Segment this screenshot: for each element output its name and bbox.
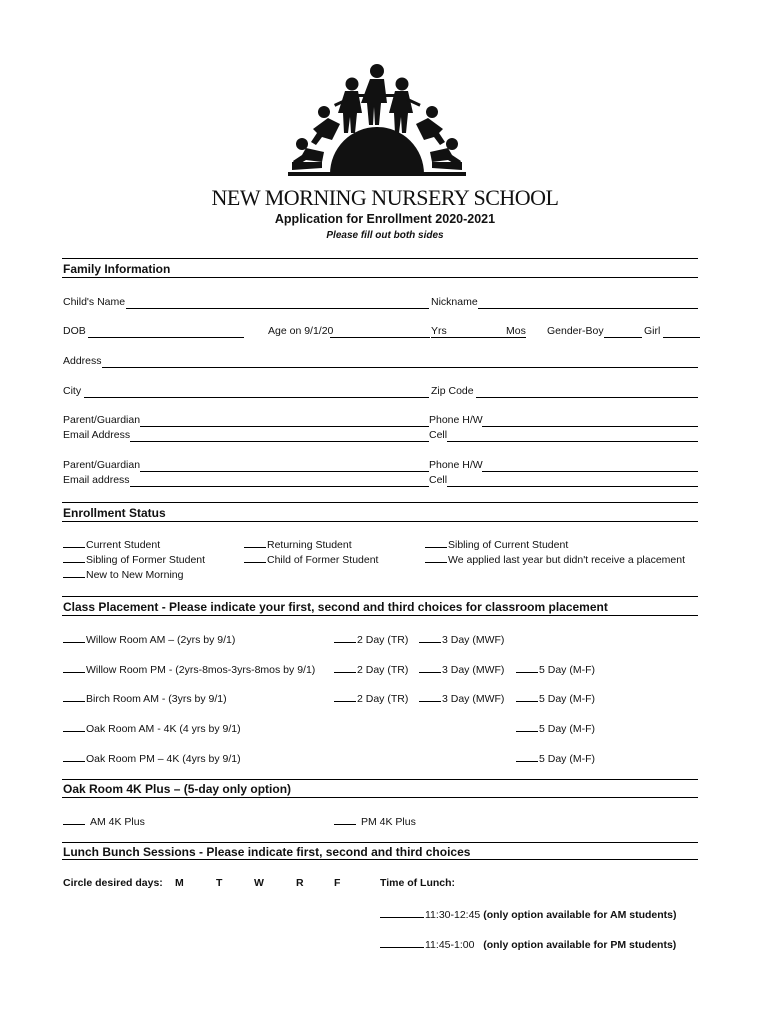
section-rule	[62, 842, 698, 843]
checkbox-blank[interactable]	[419, 691, 441, 702]
section-rule	[62, 258, 698, 259]
checkbox-blank[interactable]	[334, 814, 356, 825]
five-day-option[interactable]: 5 Day (M-F)	[516, 691, 595, 706]
phone-2-label: Phone H/W	[429, 459, 483, 471]
checkbox-blank[interactable]	[425, 552, 447, 563]
checkbox-blank[interactable]	[63, 814, 85, 825]
section-rule	[62, 859, 698, 860]
checkbox-blank[interactable]	[516, 691, 538, 702]
section-rule	[62, 596, 698, 597]
mos-label: Mos	[506, 325, 526, 337]
checkbox-blank[interactable]	[63, 691, 85, 702]
checkbox-blank[interactable]	[419, 632, 441, 643]
email-2-label: Email address	[63, 474, 130, 486]
parent-guardian-1-label: Parent/Guardian	[63, 414, 141, 426]
enrollment-option[interactable]: Current Student	[63, 537, 160, 552]
checkbox-blank[interactable]	[63, 632, 85, 643]
circle-days-label: Circle desired days:	[63, 877, 163, 889]
checkbox-blank[interactable]	[334, 632, 356, 643]
section-rule	[62, 502, 698, 503]
childs-name-field[interactable]	[126, 308, 429, 309]
gender-boy-label: Gender-Boy	[547, 325, 604, 337]
two-day-option[interactable]: 2 Day (TR)	[334, 632, 408, 647]
nickname-label: Nickname	[431, 296, 478, 308]
fill-both-sides-note: Please fill out both sides	[326, 230, 444, 241]
address-label: Address	[63, 355, 102, 367]
checkbox-blank[interactable]	[63, 552, 85, 563]
two-day-option[interactable]: 2 Day (TR)	[334, 662, 408, 677]
pm-4k-plus-option[interactable]: PM 4K Plus	[334, 814, 416, 829]
day-friday[interactable]: F	[334, 877, 341, 889]
cell-1-label: Cell	[429, 429, 448, 441]
email-1-label: Email Address	[63, 429, 131, 441]
section-rule	[62, 779, 698, 780]
checkbox-blank[interactable]	[63, 567, 85, 578]
checkbox-blank[interactable]	[516, 662, 538, 673]
yrs-label: Yrs	[431, 325, 447, 337]
day-thursday[interactable]: R	[296, 877, 304, 889]
checkbox-blank[interactable]	[425, 537, 447, 548]
parent-guardian-2-field[interactable]	[140, 471, 429, 472]
checkbox-blank[interactable]	[244, 552, 266, 563]
enrollment-option[interactable]: New to New Morning	[63, 567, 183, 582]
girl-field[interactable]	[663, 337, 700, 338]
three-day-option[interactable]: 3 Day (MWF)	[419, 691, 504, 706]
lunch-bunch-heading: Lunch Bunch Sessions - Please indicate first, second and third choices	[63, 845, 471, 859]
room-option[interactable]: Willow Room AM – (2yrs by 9/1)	[63, 632, 235, 647]
am-4k-plus-option[interactable]: AM 4K Plus	[63, 814, 145, 829]
gender-boy-field[interactable]	[604, 337, 642, 338]
checkbox-blank[interactable]	[516, 751, 538, 762]
five-day-option[interactable]: 5 Day (M-F)	[516, 751, 595, 766]
address-field[interactable]	[102, 367, 698, 368]
dob-field[interactable]	[88, 337, 244, 338]
class-placement-heading: Class Placement - Please indicate your first, second and third choices for classroom placement	[63, 600, 608, 614]
cell-2-label: Cell	[429, 474, 448, 486]
enrollment-option[interactable]: Child of Former Student	[244, 552, 378, 567]
phone-1-field[interactable]	[482, 426, 698, 427]
school-logo	[282, 62, 472, 180]
parent-guardian-2-label: Parent/Guardian	[63, 459, 141, 471]
room-option[interactable]: Oak Room AM - 4K (4 yrs by 9/1)	[63, 721, 241, 736]
girl-label: Girl	[644, 325, 661, 337]
application-subtitle: Application for Enrollment 2020-2021	[274, 212, 496, 226]
three-day-option[interactable]: 3 Day (MWF)	[419, 632, 504, 647]
checkbox-blank[interactable]	[63, 721, 85, 732]
age-on-label: Age on 9/1/20	[268, 325, 334, 337]
checkbox-blank[interactable]	[516, 721, 538, 732]
checkbox-blank[interactable]	[63, 662, 85, 673]
section-rule	[62, 615, 698, 616]
checkbox-blank[interactable]	[334, 691, 356, 702]
school-name: NEW MORNING NURSERY SCHOOL	[211, 185, 559, 210]
checkbox-blank[interactable]	[63, 537, 85, 548]
family-information-heading: Family Information	[63, 262, 171, 276]
section-rule	[62, 521, 698, 522]
checkbox-blank[interactable]	[380, 907, 424, 918]
age-field[interactable]	[330, 337, 430, 338]
oak-plus-heading: Oak Room 4K Plus – (5-day only option)	[63, 782, 292, 796]
children-sunrise-icon	[282, 62, 472, 180]
cell-2-field[interactable]	[447, 486, 698, 487]
enrollment-option[interactable]: Sibling of Current Student	[425, 537, 568, 552]
city-label: City	[63, 385, 82, 397]
checkbox-blank[interactable]	[63, 751, 85, 762]
lunch-option-2[interactable]: 11:45-1:00 (only option available for PM students)	[380, 937, 676, 952]
city-field[interactable]	[84, 397, 429, 398]
enrollment-option[interactable]: Returning Student	[244, 537, 352, 552]
dob-label: DOB	[63, 325, 86, 337]
childs-name-label: Child's Name	[63, 296, 126, 308]
five-day-option[interactable]: 5 Day (M-F)	[516, 721, 595, 736]
day-tuesday[interactable]: T	[216, 877, 223, 889]
room-option[interactable]: Willow Room PM - (2yrs-8mos-3yrs-8mos by 9/1)	[63, 662, 315, 677]
two-day-option[interactable]: 2 Day (TR)	[334, 691, 408, 706]
parent-guardian-1-field[interactable]	[140, 426, 429, 427]
mos-field[interactable]	[506, 337, 526, 338]
nickname-field[interactable]	[478, 308, 698, 309]
email-1-field[interactable]	[130, 441, 429, 442]
room-option[interactable]: Birch Room AM - (3yrs by 9/1)	[63, 691, 227, 706]
time-of-lunch-label: Time of Lunch:	[380, 877, 456, 889]
enrollment-option[interactable]: We applied last year but didn't receive a placement	[425, 552, 685, 567]
email-2-field[interactable]	[130, 486, 429, 487]
three-day-option[interactable]: 3 Day (MWF)	[419, 662, 504, 677]
yrs-field[interactable]	[431, 337, 506, 338]
day-wednesday[interactable]: W	[254, 877, 264, 889]
phone-1-label: Phone H/W	[429, 414, 483, 426]
section-rule	[62, 277, 698, 278]
section-rule	[62, 797, 698, 798]
cell-1-field[interactable]	[447, 441, 698, 442]
checkbox-blank[interactable]	[244, 537, 266, 548]
lunch-option-1[interactable]: 11:30-12:45 (only option available for AM students)	[380, 907, 677, 922]
five-day-option[interactable]: 5 Day (M-F)	[516, 662, 595, 677]
day-monday[interactable]: M	[175, 877, 184, 889]
zip-code-label: Zip Code	[431, 385, 474, 397]
phone-2-field[interactable]	[482, 471, 698, 472]
zip-code-field[interactable]	[476, 397, 698, 398]
enrollment-option[interactable]: Sibling of Former Student	[63, 552, 205, 567]
checkbox-blank[interactable]	[419, 662, 441, 673]
checkbox-blank[interactable]	[380, 937, 424, 948]
checkbox-blank[interactable]	[334, 662, 356, 673]
room-option[interactable]: Oak Room PM – 4K (4yrs by 9/1)	[63, 751, 241, 766]
enrollment-status-heading: Enrollment Status	[63, 506, 166, 520]
